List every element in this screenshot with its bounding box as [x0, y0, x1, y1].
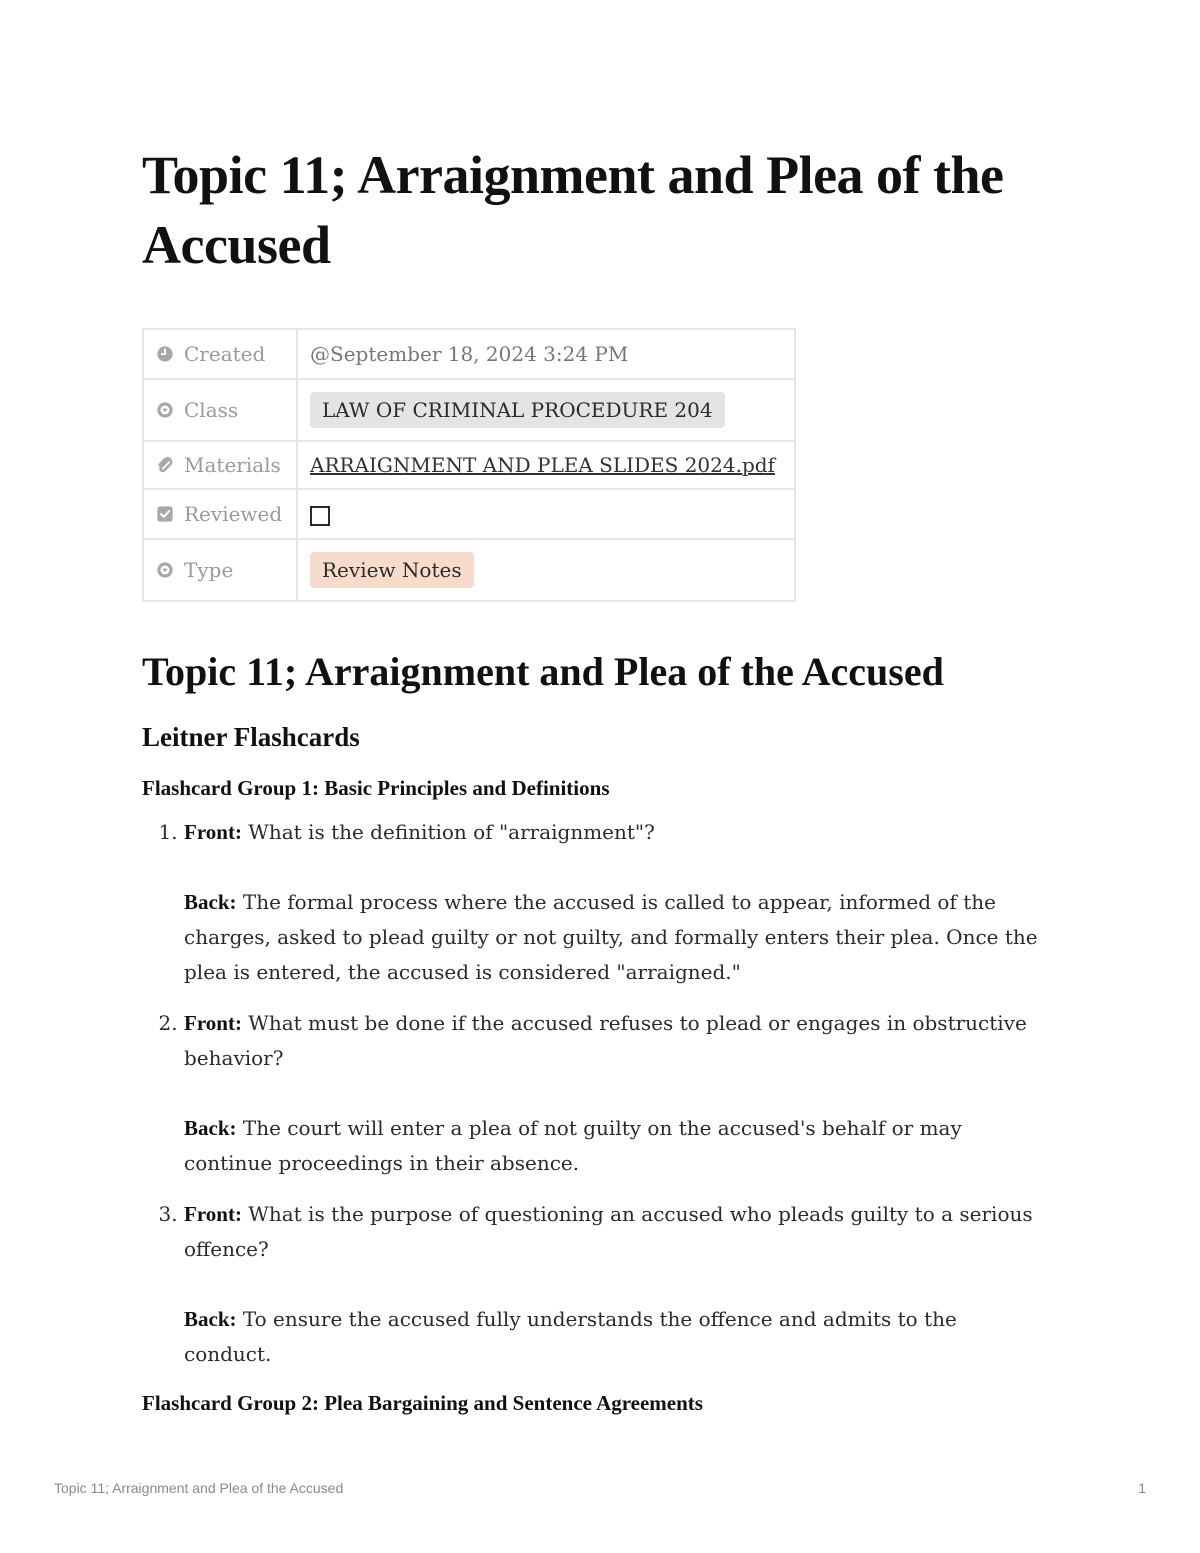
reviewed-checkbox[interactable]	[310, 506, 330, 526]
card-front-text: What must be done if the accused refuses to plead or engages in obstructive behavior?	[184, 1011, 1027, 1070]
property-row-class	[143, 379, 795, 441]
card-back-text: To ensure the accused fully understands the offence and admits to the conduct.	[184, 1307, 957, 1366]
back-label: Back:	[184, 1307, 237, 1331]
property-label-type: Type	[184, 558, 234, 582]
list-item	[184, 1197, 1042, 1372]
section-heading: Topic 11; Arraignment and Plea of the Accused	[142, 649, 944, 694]
clock-icon	[156, 345, 174, 363]
list-item	[184, 1006, 1042, 1181]
checkbox-icon	[156, 505, 174, 523]
property-label-materials: Materials	[184, 453, 281, 477]
page-number: 1	[1138, 1480, 1146, 1496]
back-label: Back:	[184, 890, 237, 914]
property-label-reviewed: Reviewed	[184, 502, 283, 526]
property-row-type	[143, 539, 795, 601]
document-page	[142, 140, 1042, 1415]
paperclip-icon	[156, 456, 174, 474]
page-title: Topic 11; Arraignment and Plea of the Accused	[142, 145, 1004, 275]
materials-file-link[interactable]: ARRAIGNMENT AND PLEA SLIDES 2024.pdf	[310, 453, 775, 477]
created-date-value: @September 18, 2024 3:24 PM	[310, 342, 629, 366]
front-label: Front:	[184, 1011, 242, 1035]
flashcard-list	[142, 815, 1042, 1372]
card-front-text: What is the definition of "arraignment"?	[248, 820, 655, 844]
flashcard-group-1-heading: Flashcard Group 1: Basic Principles and Definitions	[142, 776, 610, 800]
property-label-class: Class	[184, 398, 239, 422]
property-row-created	[143, 329, 795, 379]
front-label: Front:	[184, 820, 242, 844]
card-back-text: The court will enter a plea of not guilty on the accused's behalf or may continue proceedings in their absence.	[184, 1116, 962, 1175]
property-row-reviewed	[143, 489, 795, 539]
class-tag[interactable]: LAW OF CRIMINAL PROCEDURE 204	[310, 392, 725, 428]
flashcard-group-2-heading: Flashcard Group 2: Plea Bargaining and Sentence Agreements	[142, 1391, 703, 1415]
page-content	[142, 645, 1042, 1418]
select-icon	[156, 561, 174, 579]
select-icon	[156, 401, 174, 419]
property-label-created: Created	[184, 342, 266, 366]
front-label: Front:	[184, 1202, 242, 1226]
subsection-heading: Leitner Flashcards	[142, 722, 360, 752]
property-row-materials	[143, 441, 795, 489]
footer-title: Topic 11; Arraignment and Plea of the Accused	[54, 1480, 344, 1496]
list-item	[184, 815, 1042, 990]
page-footer	[54, 1480, 1146, 1496]
type-tag[interactable]: Review Notes	[310, 552, 474, 588]
back-label: Back:	[184, 1116, 237, 1140]
properties-table	[142, 328, 796, 602]
card-back-text: The formal process where the accused is called to appear, informed of the charges, asked to plead guilty or not guilty, and formally enters their plea. Once the plea is entered, the accused is considered "arraigned."	[184, 890, 1038, 984]
card-front-text: What is the purpose of questioning an accused who pleads guilty to a serious offence?	[184, 1202, 1033, 1261]
